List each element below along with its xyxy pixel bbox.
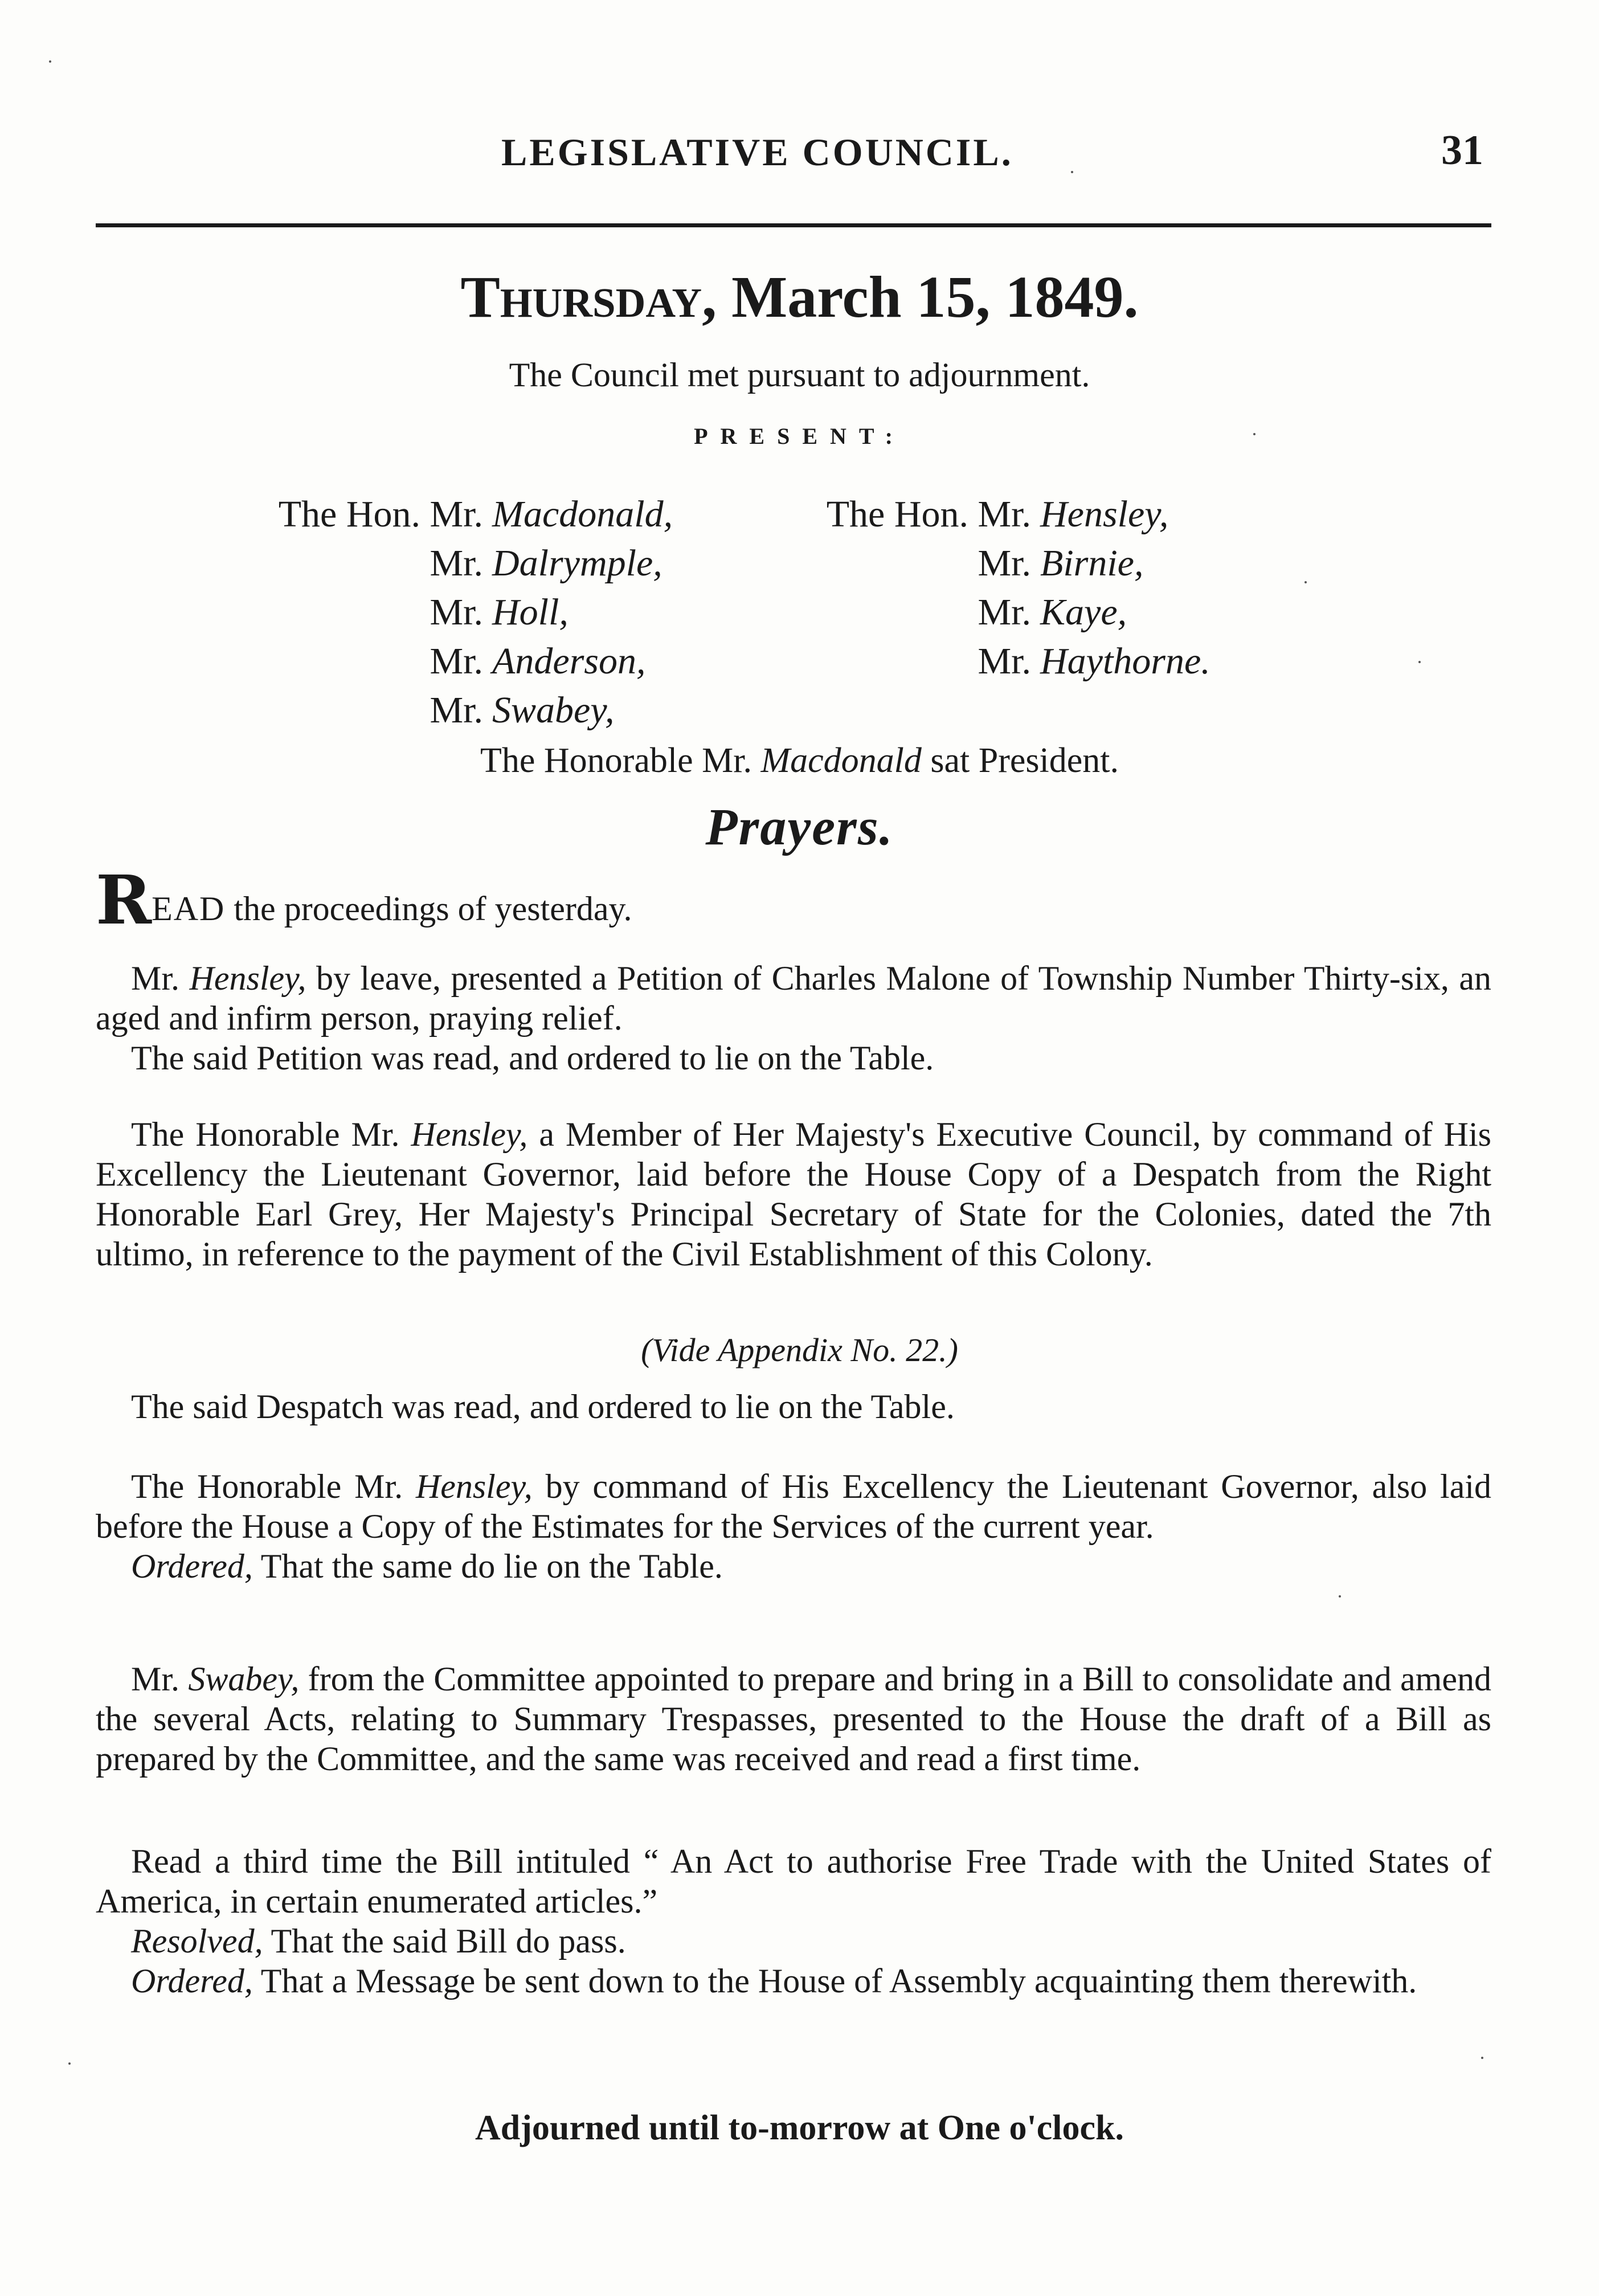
present-label: PRESENT: [694, 423, 905, 449]
member-name: Kaye, [1040, 591, 1127, 633]
member-row: Mr. Birnie, [978, 542, 1144, 584]
member-name: Swabey, [492, 689, 615, 731]
proceedings-read-line: READ the proceedings of yesterday. [96, 860, 632, 939]
petition-paragraph: Mr. Hensley, by leave, presented a Petition of Charles Malone of Township Number Thirty-six, an aged and infirm person, praying relief. The said Petition was read, and ordered to lie on the Table. [96, 959, 1491, 1077]
met-statement: The Council met pursuant to adjournment. [509, 356, 1090, 394]
member-name: Anderson, [492, 640, 646, 682]
president-name: Macdonald [760, 741, 922, 780]
scan-speck [1071, 171, 1073, 173]
adjournment-line: Adjourned until to-morrow at One o'clock. [475, 2109, 1124, 2147]
scan-speck [1339, 1595, 1341, 1598]
page-number: 31 [1441, 127, 1483, 174]
sitting-day: Thursday, [460, 264, 717, 330]
member-name: Birnie, [1040, 542, 1144, 584]
members-left-column [210, 490, 673, 735]
scan-speck [1304, 581, 1307, 583]
scan-speck [1253, 433, 1256, 435]
member-row: Mr. Anderson, [430, 640, 646, 682]
despatch-paragraph: The Honorable Mr. Hensley, a Member of Her Majesty's Executive Council, by command of His Excellency the Lieutenant Governor, laid before the House Copy of a Despatch from the Right Honorable Earl Grey, Her Majesty's Principal Secretary of State for the Colonies, dated the 7th ultimo, in reference to the payment of the Civil Establishment of this Colony. [96, 1116, 1491, 1273]
member-name: Haythorne. [1040, 640, 1211, 682]
estimates-paragraph: The Honorable Mr. Hensley, by command of His Excellency the Lieutenant Governor, also laid before the House a Copy of the Estimates for the Services of the current year. Ordered, That the same do lie on the Table. [96, 1468, 1491, 1585]
header-rule [96, 223, 1491, 227]
member-row: Mr. Holl, [430, 591, 569, 633]
trespasses-bill-paragraph: Mr. Swabey, from the Committee appointed to prepare and bring in a Bill to consolidate and amend the several Acts, relating to Summary Trespasses, presented to the House the draft of a Bill as prepared by the Committee, and the same was received and read a first time. [96, 1660, 1491, 1778]
member-row: The Hon. Mr. Hensley, [826, 493, 1169, 535]
member-row: Mr. Dalrymple, [430, 542, 662, 584]
member-name: Dalrymple, [492, 542, 662, 584]
member-name: Holl, [492, 591, 569, 633]
member-row: Mr. Kaye, [978, 591, 1127, 633]
member-name: Hensley, [1040, 493, 1169, 535]
member-row: Mr. Swabey, [430, 689, 615, 731]
sitting-date-heading [0, 263, 1599, 331]
member-name: Macdonald, [492, 493, 673, 535]
members-right-column [795, 490, 1211, 686]
member-row: The Hon. Mr. Macdonald, [278, 493, 673, 535]
scan-speck [68, 2062, 71, 2065]
president-statement: The Honorable Mr. Macdonald sat President. [480, 741, 1119, 780]
scan-speck [49, 60, 51, 63]
running-title: LEGISLATIVE COUNCIL. [501, 130, 1013, 174]
despatch-read-paragraph: The said Despatch was read, and ordered to lie on the Table. [131, 1388, 955, 1425]
scan-speck [1418, 661, 1421, 663]
member-row: Mr. Haythorne. [978, 640, 1211, 682]
prayers-heading: Prayers. [705, 798, 894, 856]
drop-cap: R [96, 860, 152, 939]
scan-speck [1481, 2057, 1483, 2059]
appendix-reference: (Vide Appendix No. 22.) [641, 1331, 958, 1368]
sitting-date: March 15, 1849. [731, 264, 1139, 330]
free-trade-bill-paragraph: Read a third time the Bill intituled “ An Act to authorise Free Trade with the United States of America, in certain enumerated articles.” Resolved, That the said Bill do pass. Ordered, That a Message be sent down to the House of Assembly acquainting them therewith. [96, 1842, 1491, 2000]
